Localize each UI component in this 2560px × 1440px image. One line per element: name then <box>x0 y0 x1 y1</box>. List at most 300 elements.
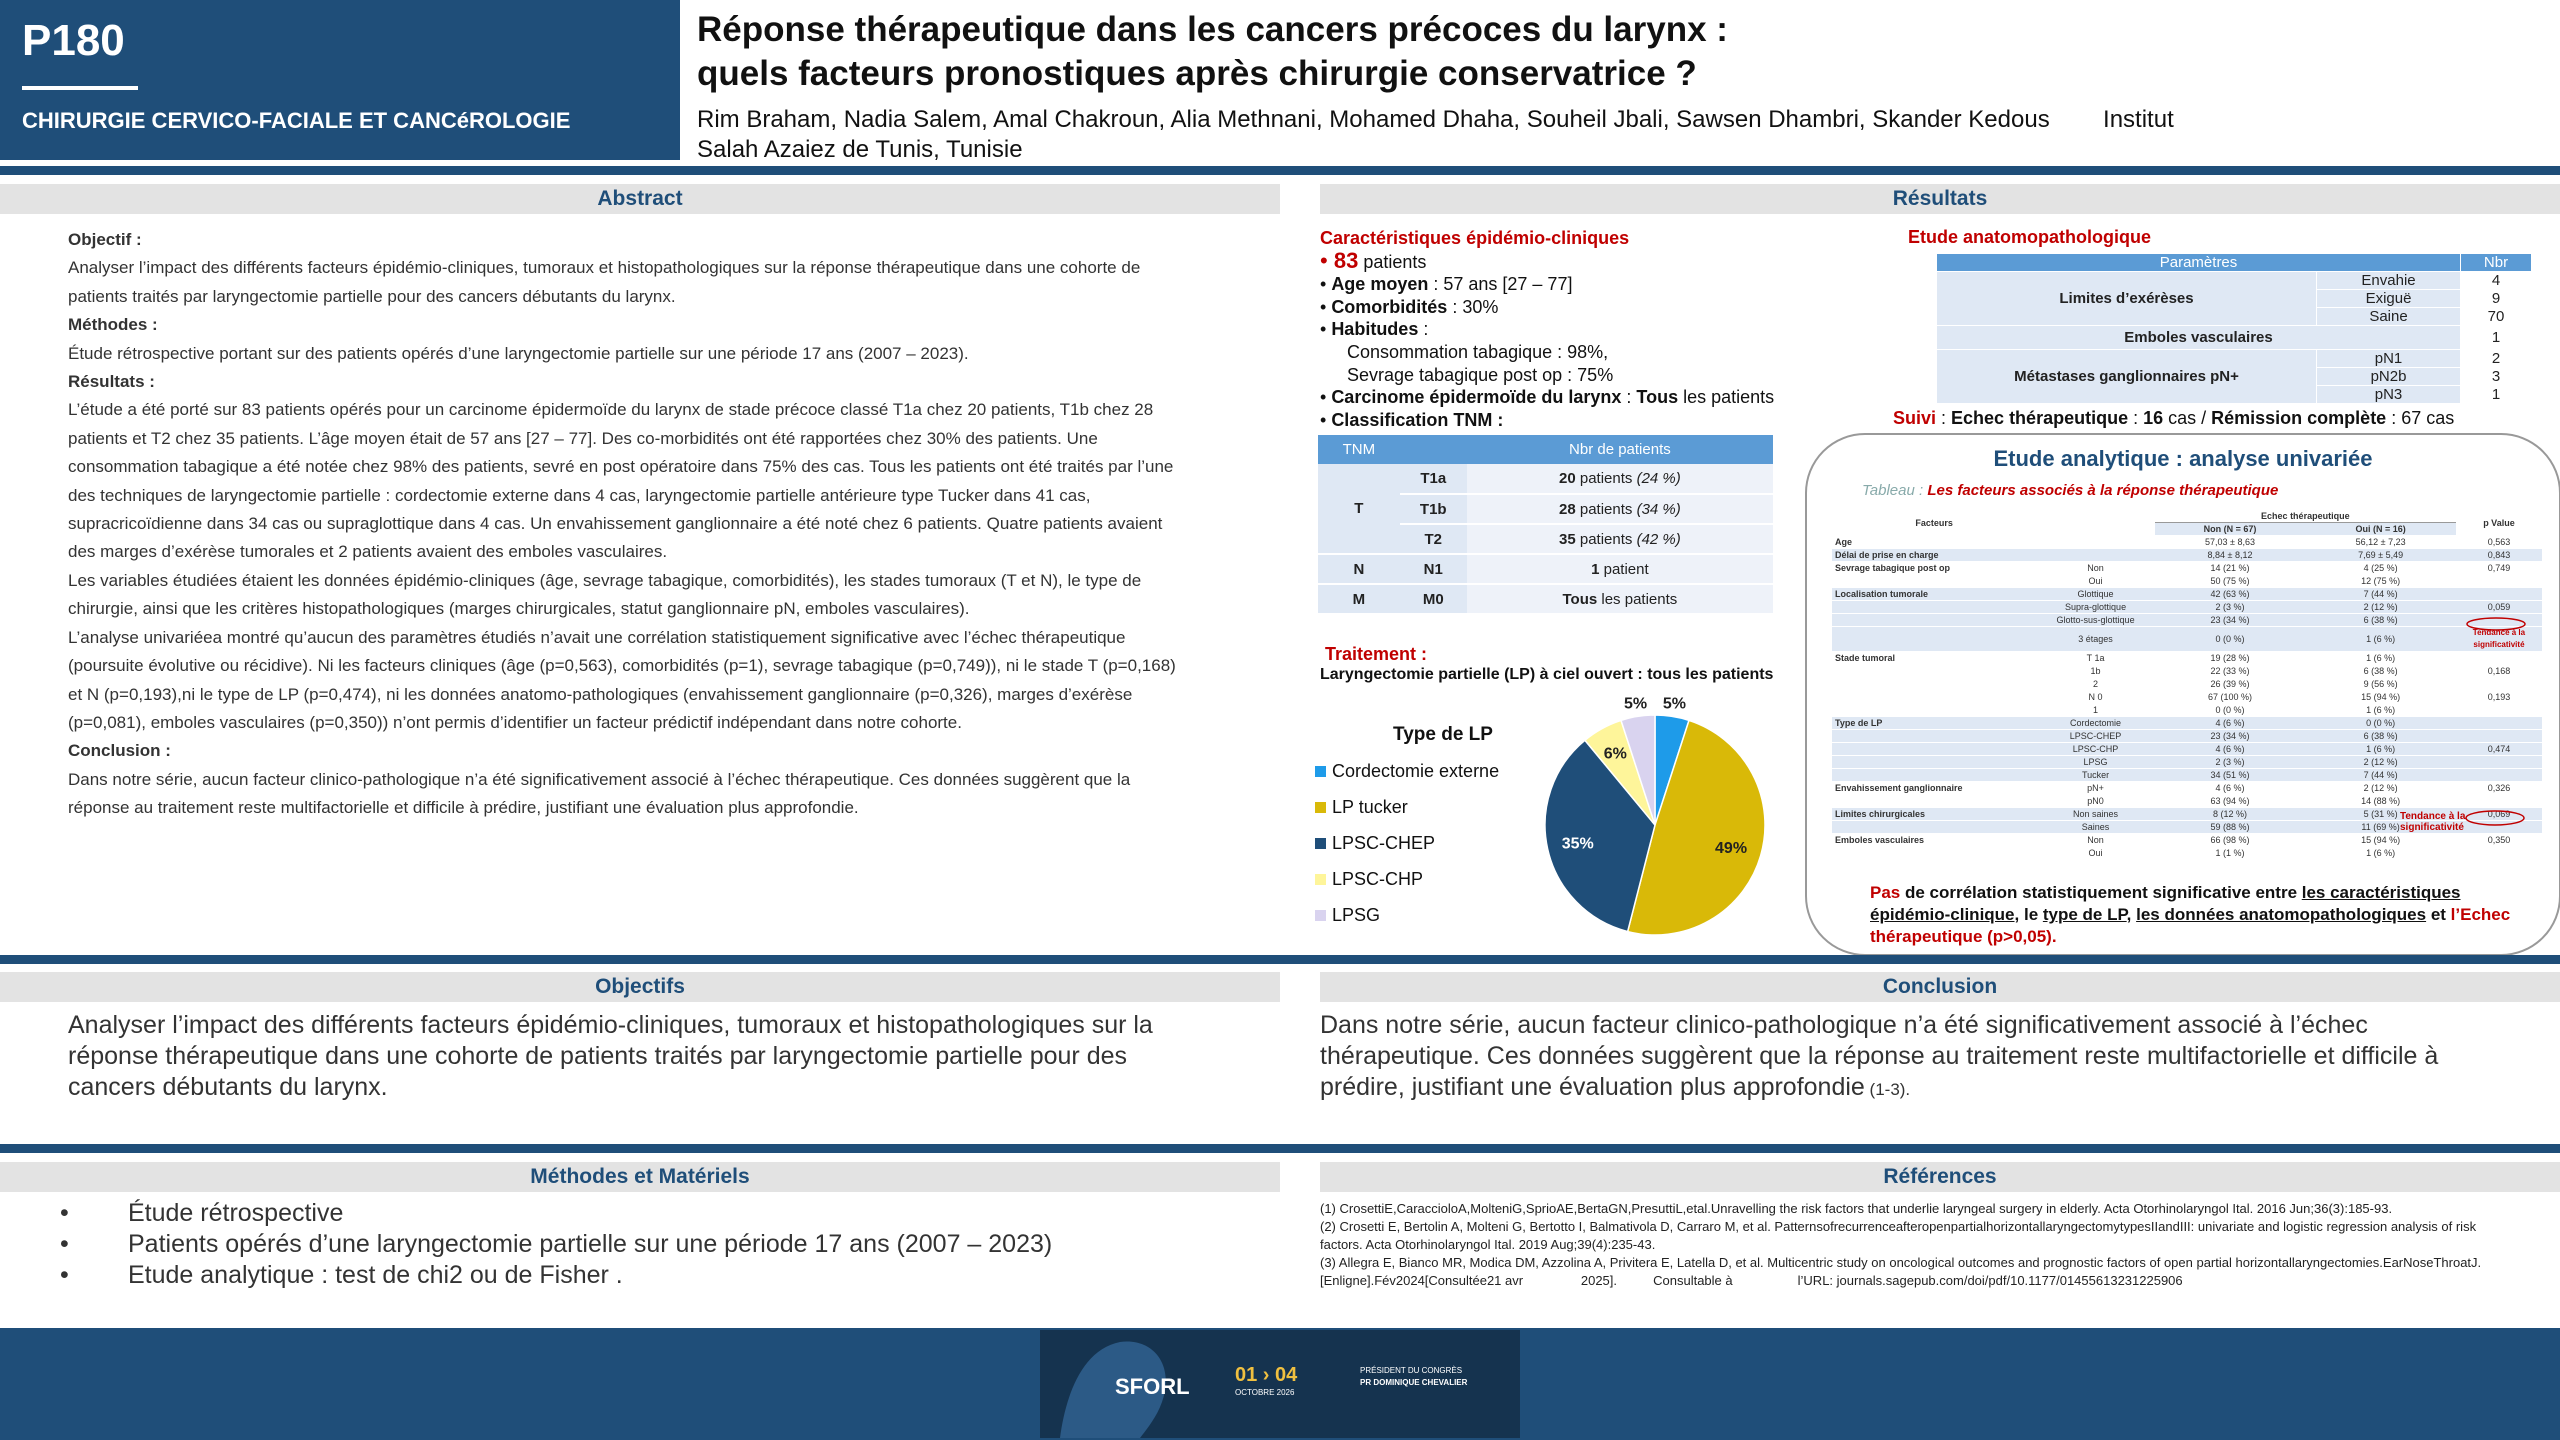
uni-cell-non: 67 (100 %) <box>2155 691 2306 704</box>
uni-cell-f <box>1832 769 2036 782</box>
uni-h-no: Non (N = 67) <box>2155 523 2306 536</box>
uni-cell-p: 0,193 <box>2456 691 2542 704</box>
tnm-count-text: patients <box>1575 500 1637 518</box>
uni-row <box>1832 652 2542 665</box>
tnm-count-num: 20 <box>1559 470 1576 487</box>
uni-cell-s: Non <box>2036 834 2154 847</box>
abstract-objective: Analyser l’impact des différents facteurs épidémio-cliniques, tumoraux et histopathologiques sur la réponse thérapeutique dans une cohorte de patients traités par laryngectomie partielle pour des cancers débutants du larynx. <box>68 258 1141 306</box>
uni-cell-s: T 1a <box>2036 652 2154 665</box>
method-text: Étude rétrospective <box>128 1199 344 1227</box>
uni-cell-non: 0 (0 %) <box>2155 704 2306 717</box>
univariate-caption <box>1862 482 2278 499</box>
univariate-table <box>1832 510 2542 860</box>
uni-cell-non: 23 (34 %) <box>2155 730 2306 743</box>
univariate-conclusion <box>1870 882 2530 948</box>
method-item: • Etude analytique : test de chi2 ou de Fisher . <box>60 1261 623 1289</box>
uni-cell-oui: 56,12 ± 7,23 <box>2305 536 2456 549</box>
uni-cell-oui: 11 (69 %) <box>2305 821 2456 834</box>
abstract-objective-heading: Objectif : <box>68 230 142 249</box>
uni-cell-p: 0,563 <box>2456 536 2542 549</box>
carcinoma-colon: : <box>1621 387 1637 408</box>
uni-cell-f <box>1832 627 2036 652</box>
authors-line-1: Rim Braham, Nadia Salem, Amal Chakroun, Alia Methnani, Mohamed Dhaha, Souheil Jbali, Sawsen Dhambri, Skander Kedous Institut <box>697 106 2174 133</box>
tnm-stage: M0 <box>1400 584 1467 614</box>
uni-cell-s: Oui <box>2036 847 2154 860</box>
uni-cell-f <box>1832 847 2036 860</box>
uni-cell-s: N 0 <box>2036 691 2154 704</box>
uni-h-factors: Facteurs <box>1832 510 2036 536</box>
department: CHIRURGIE CERVICO-FACIALE ET CANCéROLOGIE <box>22 108 571 133</box>
uni-row <box>1832 627 2542 652</box>
failure-colon: : <box>2128 408 2144 428</box>
anat-margins: Limites d’exérèses <box>1937 272 2317 326</box>
uni-cell-s: 1b <box>2036 665 2154 678</box>
uni-h-p: p Value <box>2456 510 2542 536</box>
anat-cell: 1 <box>2461 386 2532 404</box>
uni-cell-oui: 1 (6 %) <box>2305 704 2456 717</box>
carcinoma-all: Tous <box>1636 387 1679 408</box>
uni-cell-non: 50 (75 %) <box>2155 575 2306 588</box>
uni-cell-f: Emboles vasculaires <box>1832 834 2036 847</box>
section-methods: Méthodes et Matériels <box>0 1162 1280 1192</box>
uni-cell-p <box>2456 730 2542 743</box>
uni-cell-p: 0,350 <box>2456 834 2542 847</box>
uni-cell-p <box>2456 652 2542 665</box>
carcinoma-line: • Carcinome épidermoïde du larynx : Tous les patients <box>1320 387 1775 408</box>
reference-item: (1) CrosettiE,CaraccioloA,MolteniG,SprioAE,BertaGN,PresuttiL,etal.Unravelling the risk factors that underlie laryngeal surgery in elderly. Acta Otorhinolaryngol Ital. 2016 Jun;36(3):185-93. <box>1320 1201 2393 1216</box>
uni-cell-non: 59 (88 %) <box>2155 821 2306 834</box>
treatment-title: Traitement : <box>1325 644 1428 664</box>
uni-cell-non: 0 (0 %) <box>2155 627 2306 652</box>
legend-swatch <box>1315 802 1326 813</box>
uni-cell-p <box>2456 847 2542 860</box>
uni-row <box>1832 743 2542 756</box>
references-list <box>1320 1200 2490 1290</box>
method-item: • Étude rétrospective <box>60 1199 344 1227</box>
remission-label: Rémission complète <box>2211 408 2387 428</box>
tobacco-line: Consommation tabagique : 98%, <box>1347 341 1609 362</box>
uni-cell-oui: 5 (31 %) <box>2305 808 2456 821</box>
uni-cell-oui: 7 (44 %) <box>2305 588 2456 601</box>
anat-header-count: Nbr <box>2461 254 2532 272</box>
uni-cell-oui: 1 (6 %) <box>2305 743 2456 756</box>
reference-item: (2) Crosetti E, Bertolin A, Molteni G, Bertotto I, Balmativola D, Carraro M, et al. PatternsofrecurrenceafteropenpartialhorizontallaryngectomytypesIIandIII: univariate and logistic regression analysis of risk factors. Acta Otorhinolaryngol Ital. 2019 Aug;39(4):235-43. <box>1320 1219 2477 1252</box>
tnm-count-text: patient <box>1599 560 1649 578</box>
uni-cell-oui: 14 (88 %) <box>2305 795 2456 808</box>
pie-label-3: 6% <box>1603 745 1627 763</box>
uni-cell-p: Tendance à la significativité <box>2456 627 2542 652</box>
reference-item: (3) Allegra E, Bianco MR, Modica DM, Azzolina A, Privitera E, Latella D, et al. Multicentric study on oncological outcomes and prognostic factors of open partial horizontallaryngectomies.EarNoseThroatJ.[Enligne].Fév2024[Consultée21 avr 2025]. Consultable à l’URL: journals.sagepub.com/doi/pdf/10.1177/01455613231225906 <box>1320 1255 2482 1288</box>
caption-label: Tableau : <box>1862 482 1928 499</box>
c-5: l’Echec thérapeutique (p>0,05). <box>1870 905 2511 946</box>
remission-value: : 67 cas <box>2386 408 2455 428</box>
anat-cell: Saine <box>2317 308 2461 326</box>
legend-swatch <box>1315 838 1326 849</box>
uni-row <box>1832 562 2542 575</box>
tnm-count-pct: (24 %) <box>1636 470 1681 487</box>
c-3: , <box>2126 905 2137 924</box>
uni-cell-non: 1 (1 %) <box>2155 847 2306 860</box>
epidemio-title: Caractéristiques épidémio-cliniques <box>1320 228 1630 248</box>
patients-number: 83 <box>1333 247 1359 273</box>
uni-cell-non: 2 (3 %) <box>2155 756 2306 769</box>
uni-cell-f <box>1832 730 2036 743</box>
uni-cell-f <box>1832 795 2036 808</box>
patients-count: • 83 patients <box>1320 247 1427 273</box>
section-references: Références <box>1320 1162 2560 1192</box>
treatment-sub: Laryngectomie partielle (LP) à ciel ouvert : tous les patients <box>1320 666 1774 683</box>
habits-line: • Habitudes : <box>1320 319 1429 340</box>
uni-cell-non: 34 (51 %) <box>2155 769 2306 782</box>
chart-title: Type de LP <box>1393 724 1493 745</box>
c-u2: type de LP <box>2042 905 2127 924</box>
tnm-stage: T1b <box>1400 494 1467 524</box>
conclusion-body: Dans notre série, aucun facteur clinico-pathologique n’a été significativement associé à l’échec thérapeutique. Ces données suggèrent que la réponse au traitement reste multifactorielle et difficile à prédire, justifiant une évaluation plus approfondie <box>1320 1011 2439 1101</box>
authors <box>697 105 2397 165</box>
failure-count: 16 <box>2143 408 2164 428</box>
tnm-count-num: 1 <box>1591 560 1600 578</box>
legend-item <box>1315 825 1535 861</box>
uni-cell-f: Envahissement ganglionnaire <box>1832 782 2036 795</box>
patients-text: patients <box>1358 251 1427 272</box>
uni-row <box>1832 665 2542 678</box>
legend-label: Cordectomie externe <box>1332 761 1500 781</box>
uni-cell-s: Tucker <box>2036 769 2154 782</box>
uni-cell-p <box>2456 588 2542 601</box>
uni-cell-oui: 6 (38 %) <box>2305 665 2456 678</box>
uni-row <box>1832 704 2542 717</box>
uni-row <box>1832 756 2542 769</box>
abstract-results-2: Les variables étudiées étaient les données épidémio-cliniques (âge, sevrage tabagique, comorbidités), les stades tumoraux (T et N), le type de chirurgie, ainsi que les critères histopathologiques (marges chirurgicales, statut ganglionnaire pN, emboles vasculaires). <box>68 570 1142 619</box>
uni-cell-p <box>2456 795 2542 808</box>
uni-cell-non: 66 (98 %) <box>2155 834 2306 847</box>
objectives-text: Analyser l’impact des différents facteurs épidémio-cliniques, tumoraux et histopathologiques sur la réponse thérapeutique dans une cohorte de patients traités par laryngectomie partielle pour des cancers débutants du larynx. <box>68 1011 1153 1101</box>
uni-cell-f: Sevrage tabagique post op <box>1832 562 2036 575</box>
uni-cell-p <box>2456 769 2542 782</box>
tnm-line: • Classification TNM : <box>1320 409 1504 430</box>
banner-president-label: PRÉSIDENT DU CONGRÈS <box>1360 1366 1463 1375</box>
title-line-2: quels facteurs pronostiques après chirurgie conservatrice ? <box>697 54 1697 93</box>
uni-cell-non: 2 (3 %) <box>2155 601 2306 614</box>
tnm-count-num: 28 <box>1559 500 1576 518</box>
tnm-count-pct: (42 %) <box>1636 530 1681 548</box>
uni-row <box>1832 769 2542 782</box>
tnm-M: M <box>1318 584 1400 614</box>
pie-label-0: 5% <box>1662 695 1686 713</box>
uni-cell-non: 4 (6 %) <box>2155 782 2306 795</box>
uni-row <box>1832 730 2542 743</box>
uni-cell-oui: 12 (75 %) <box>2305 575 2456 588</box>
uni-cell-s: LPSC-CHP <box>2036 743 2154 756</box>
count-header: Nbr de patients <box>1467 435 1773 464</box>
carcinoma-label: Carcinome épidermoïde du larynx <box>1331 387 1622 408</box>
uni-cell-s: 3 étages <box>2036 627 2154 652</box>
uni-cell-p: 0,059 <box>2456 601 2542 614</box>
tnm-count-text: patients <box>1575 530 1637 548</box>
method-item: • Patients opérés d’une laryngectomie partielle sur une période 17 ans (2007 – 2023) <box>60 1230 1053 1258</box>
method-text: Etude analytique : test de chi2 ou de Fisher . <box>128 1261 623 1289</box>
banner-dates: 01 › 04 <box>1235 1364 1298 1386</box>
pie-label-4: 5% <box>1624 695 1648 713</box>
comorb-label: Comorbidités <box>1331 296 1448 317</box>
uni-cell-s: pN+ <box>2036 782 2154 795</box>
uni-cell-oui: 9 (56 %) <box>2305 678 2456 691</box>
methods-list <box>60 1198 1260 1291</box>
uni-cell-oui: 0 (0 %) <box>2305 717 2456 730</box>
anat-cell: 70 <box>2461 308 2532 326</box>
c-4: et <box>2426 905 2451 924</box>
tnm-stage: T2 <box>1400 524 1467 554</box>
abstract-methods-heading: Méthodes : <box>68 315 158 335</box>
uni-row <box>1832 847 2542 860</box>
trend-note-2: Tendance à la significativité <box>2400 811 2466 833</box>
uni-cell-oui: 1 (6 %) <box>2305 847 2456 860</box>
uni-cell-f: Stade tumoral <box>1832 652 2036 665</box>
followup-label: Suivi <box>1893 408 1937 428</box>
tnm-T: T <box>1318 464 1400 554</box>
uni-cell-s: Oui <box>2036 575 2154 588</box>
tnm-count <box>1467 494 1773 524</box>
method-text: Patients opérés d’une laryngectomie partielle sur une période 17 ans (2007 – 2023) <box>128 1230 1053 1258</box>
c-1: de corrélation statistiquement significative entre <box>1900 883 2302 902</box>
anat-cell: 2 <box>2461 350 2532 368</box>
carcinoma-patients: les patients <box>1678 387 1775 408</box>
habits-label: Habitudes <box>1331 319 1419 340</box>
uni-row <box>1832 575 2542 588</box>
uni-cell-s: 1 <box>2036 704 2154 717</box>
c-u1: les caractéristiques épidémio-clinique, <box>1870 883 2461 924</box>
uni-cell-oui: 15 (94 %) <box>2305 691 2456 704</box>
uni-cell-non: 4 (6 %) <box>2155 717 2306 730</box>
abstract-results-3: L’analyse univariéea montré qu’aucun des paramètres étudiés n’avait une corrélation statistiquement significative avec l’échec thérapeutique (poursuite évolutive ou récidive). Ni les facteurs cliniques (âge (p=0,563), comorbidités (p=1), sevrage tabagique (p=0,749)), ni le stade T (p=0,168) et N (p=0,193),ni le type de LP (p=0,474), ni les données anatomo-pathologiques (envahissement ganglionnaire (p=0,326), marges d’exérèse (p=0,081), emboles vasculaires (p=0,350)) n’ont permis d’identifier un facteur prédictif indépendant dans notre cohorte. <box>68 627 1176 732</box>
abstract-methods: Étude rétrospective portant sur des patients opérés d’une laryngectomie partielle sur une période 17 ans (2007 – 2023). <box>68 343 969 363</box>
failure-unit: cas / <box>2163 408 2212 428</box>
pie-label-1: 49% <box>1715 840 1748 858</box>
anat-cell: 1 <box>2461 326 2532 350</box>
uni-cell-oui: 1 (6 %) <box>2305 652 2456 665</box>
uni-row <box>1832 601 2542 614</box>
uni-cell-non: 19 (28 %) <box>2155 652 2306 665</box>
uni-cell-p: 0,843 <box>2456 549 2542 562</box>
uni-row <box>1832 536 2542 549</box>
tnm-table <box>1318 435 1773 615</box>
legend-label: LPSC-CHP <box>1332 869 1424 889</box>
uni-cell-non: 57,03 ± 8,63 <box>2155 536 2306 549</box>
uni-h-yes: Oui (N = 16) <box>2305 523 2456 536</box>
c-pas: Pas <box>1870 883 1901 902</box>
legend-item <box>1315 753 1535 789</box>
tnm-stage: N1 <box>1400 554 1467 584</box>
uni-cell-p: 0,168 <box>2456 665 2542 678</box>
tnm-label: Classification TNM : <box>1331 409 1504 430</box>
uni-cell-s: Glottique <box>2036 588 2154 601</box>
abstract-conclusion: Dans notre série, aucun facteur clinico-pathologique n’a été significativement associé à l’échec thérapeutique. Ces données suggèrent que la réponse au traitement reste multifactorielle et difficile à prédire, justifiant une évaluation plus approfondie. <box>68 769 1131 818</box>
c-u3: les données anatomopathologiques <box>2136 905 2427 924</box>
habits-colon: : <box>1418 319 1429 340</box>
uni-cell-p: 0,474 <box>2456 743 2542 756</box>
tnm-count <box>1467 584 1773 614</box>
tnm-count-text: les patients <box>1597 590 1678 608</box>
abstract-results-1: L’étude a été porté sur 83 patients opérés pour un carcinome épidermoïde du larynx de stade précoce classé T1a chez 20 patients, T1b chez 28 patients et T2 chez 35 patients. L’âge moyen était de 57 ans [27 – 77]. Des co-morbidités ont été rapportées chez 30% des patients. Une consommation tabagique a été notée chez 98% des patients, sevré en post opératoire dans 75% des cas. Tous les patients ont été traités par l’une des techniques de laryngectomie partielle : cordectomie externe dans 4 cas, laryngectomie partielle antérieure type Tucker dans 41 cas, supracricoïdienne dans 34 cas ou supraglottique dans 4 cas. Un envahissement ganglionnaire a été noté chez 6 patients. Quatre patients avaient des marges d’exérèse tumorales et 2 patients avaient des emboles vasculaires. <box>68 400 1174 562</box>
uni-cell-f <box>1832 756 2036 769</box>
age-label: Age moyen <box>1331 274 1429 295</box>
uni-cell-f: Limites chirurgicales <box>1832 808 2036 821</box>
caption-text: Les facteurs associés à la réponse thérapeutique <box>1927 482 2279 499</box>
conclusion-text <box>1320 1010 2450 1105</box>
tnm-count-num: Tous <box>1562 590 1598 608</box>
uni-cell-non: 8 (12 %) <box>2155 808 2306 821</box>
uni-cell-non: 63 (94 %) <box>2155 795 2306 808</box>
uni-cell-s: LPSG <box>2036 756 2154 769</box>
number-underline <box>22 86 138 90</box>
anat-cell: pN3 <box>2317 386 2461 404</box>
failure-label: Echec thérapeutique <box>1951 408 2129 428</box>
tnm-stage: T1a <box>1400 464 1467 494</box>
uni-cell-f <box>1832 575 2036 588</box>
c-2: le <box>2019 905 2043 924</box>
uni-cell-non: 23 (34 %) <box>2155 614 2306 627</box>
uni-cell-non: 42 (63 %) <box>2155 588 2306 601</box>
uni-cell-p <box>2456 575 2542 588</box>
divider <box>0 955 2560 964</box>
uni-cell-f <box>1832 665 2036 678</box>
abstract-conclusion-heading: Conclusion : <box>68 741 171 761</box>
anat-emboli: Emboles vasculaires <box>1937 326 2461 350</box>
uni-cell-non: 22 (33 %) <box>2155 665 2306 678</box>
uni-cell-oui: 7 (44 %) <box>2305 769 2456 782</box>
uni-row <box>1832 717 2542 730</box>
title-line-1: Réponse thérapeutique dans les cancers précoces du larynx : <box>697 10 1728 49</box>
uni-cell-f: Délai de prise en charge <box>1832 549 2036 562</box>
uni-cell-p <box>2456 704 2542 717</box>
authors-line-2: Salah Azaiez de Tunis, Tunisie <box>697 136 1023 163</box>
uni-cell-non: 14 (21 %) <box>2155 562 2306 575</box>
uni-cell-p: 0,069 <box>2456 808 2542 821</box>
uni-cell-oui: 6 (38 %) <box>2305 730 2456 743</box>
poster-title <box>697 8 2497 96</box>
uni-cell-oui: 15 (94 %) <box>2305 834 2456 847</box>
epidemio-block <box>1320 227 1820 431</box>
uni-cell-p <box>2456 717 2542 730</box>
uni-row <box>1832 614 2542 627</box>
poster-number: P180 <box>22 16 125 65</box>
uni-cell-f <box>1832 704 2036 717</box>
comorb-value: : 30% <box>1447 296 1499 317</box>
uni-cell-s: Supra-glottique <box>2036 601 2154 614</box>
uni-cell-s: 2 <box>2036 678 2154 691</box>
legend-swatch <box>1315 874 1326 885</box>
uni-cell-s: pN0 <box>2036 795 2154 808</box>
uni-cell-p: 0,326 <box>2456 782 2542 795</box>
anat-cell: 4 <box>2461 272 2532 290</box>
uni-cell-oui: 2 (12 %) <box>2305 756 2456 769</box>
uni-cell-s: Saines <box>2036 821 2154 834</box>
univariate-title: Etude analytique : analyse univariée <box>1993 446 2373 471</box>
uni-cell-non: 26 (39 %) <box>2155 678 2306 691</box>
legend-item <box>1315 861 1535 897</box>
uni-cell-f <box>1832 614 2036 627</box>
uni-cell-oui: 2 (12 %) <box>2305 601 2456 614</box>
legend-item <box>1315 789 1535 825</box>
section-conclusion: Conclusion <box>1320 972 2560 1002</box>
followup-colon: : <box>1936 408 1952 428</box>
uni-row <box>1832 691 2542 704</box>
uni-cell-s <box>2036 536 2154 549</box>
banner-president-name: PR DOMINIQUE CHEVALIER <box>1360 1378 1468 1387</box>
uni-cell-oui: 2 (12 %) <box>2305 782 2456 795</box>
chart-legend <box>1315 753 1535 933</box>
age-line: • Age moyen : 57 ans [27 – 77] <box>1320 274 1573 295</box>
abstract-body <box>68 226 1188 823</box>
anat-cell: pN1 <box>2317 350 2461 368</box>
section-objectives: Objectifs <box>0 972 1280 1002</box>
anat-header-params: Paramètres <box>1937 254 2461 272</box>
divider <box>0 1144 2560 1153</box>
banner-month: OCTOBRE 2026 <box>1235 1388 1295 1397</box>
legend-label: LP tucker <box>1332 797 1408 817</box>
uni-cell-s: Non <box>2036 562 2154 575</box>
tnm-count-pct: (34 %) <box>1636 500 1681 518</box>
pie-chart <box>1520 690 1790 960</box>
uni-cell-oui: 1 (6 %) <box>2305 627 2456 652</box>
section-abstract: Abstract <box>0 184 1280 214</box>
legend-swatch <box>1315 910 1326 921</box>
uni-cell-p <box>2456 756 2542 769</box>
weaning-line: Sevrage tabagique post op : 75% <box>1347 364 1614 385</box>
uni-cell-s: Non saines <box>2036 808 2154 821</box>
uni-cell-non: 8,84 ± 8,12 <box>2155 549 2306 562</box>
legend-label: LPSG <box>1332 905 1381 925</box>
legend-item <box>1315 897 1535 933</box>
anat-cell: Exiguë <box>2317 290 2461 308</box>
tnm-count <box>1467 554 1773 584</box>
anat-title: Etude anatomopathologique <box>1908 227 2151 247</box>
abstract-results-heading: Résultats : <box>68 372 155 392</box>
uni-row <box>1832 782 2542 795</box>
tnm-header: TNM <box>1318 435 1400 464</box>
pie-label-2: 35% <box>1561 835 1594 853</box>
uni-cell-p <box>2456 678 2542 691</box>
uni-cell-oui: 4 (25 %) <box>2305 562 2456 575</box>
uni-row <box>1832 795 2542 808</box>
followup-line <box>1893 408 2454 429</box>
uni-cell-f <box>1832 678 2036 691</box>
uni-cell-f: Localisation tumorale <box>1832 588 2036 601</box>
uni-h-failure: Echec thérapeutique <box>2155 510 2456 523</box>
legend-swatch <box>1315 766 1326 777</box>
uni-cell-s: LPSC-CHEP <box>2036 730 2154 743</box>
uni-row <box>1832 549 2542 562</box>
tnm-N: N <box>1318 554 1400 584</box>
uni-cell-oui: 7,69 ± 5,49 <box>2305 549 2456 562</box>
divider <box>0 166 2560 175</box>
uni-cell-oui: 6 (38 %) <box>2305 614 2456 627</box>
uni-cell-f: Type de LP <box>1832 717 2036 730</box>
uni-cell-f <box>1832 691 2036 704</box>
circle-mark-2 <box>2464 810 2526 826</box>
legend-label: LPSC-CHEP <box>1332 833 1436 853</box>
uni-cell-f <box>1832 601 2036 614</box>
uni-cell-f <box>1832 821 2036 834</box>
uni-row <box>1832 834 2542 847</box>
uni-cell-s: Glotto-sus-glottique <box>2036 614 2154 627</box>
banner-brand: SFORL <box>1115 1374 1190 1399</box>
uni-cell-s: Cordectomie <box>2036 717 2154 730</box>
conclusion-ref: (1-3). <box>1864 1080 1911 1099</box>
tnm-count <box>1467 524 1773 554</box>
tnm-count-num: 35 <box>1559 530 1576 548</box>
anat-table <box>1936 253 2532 404</box>
